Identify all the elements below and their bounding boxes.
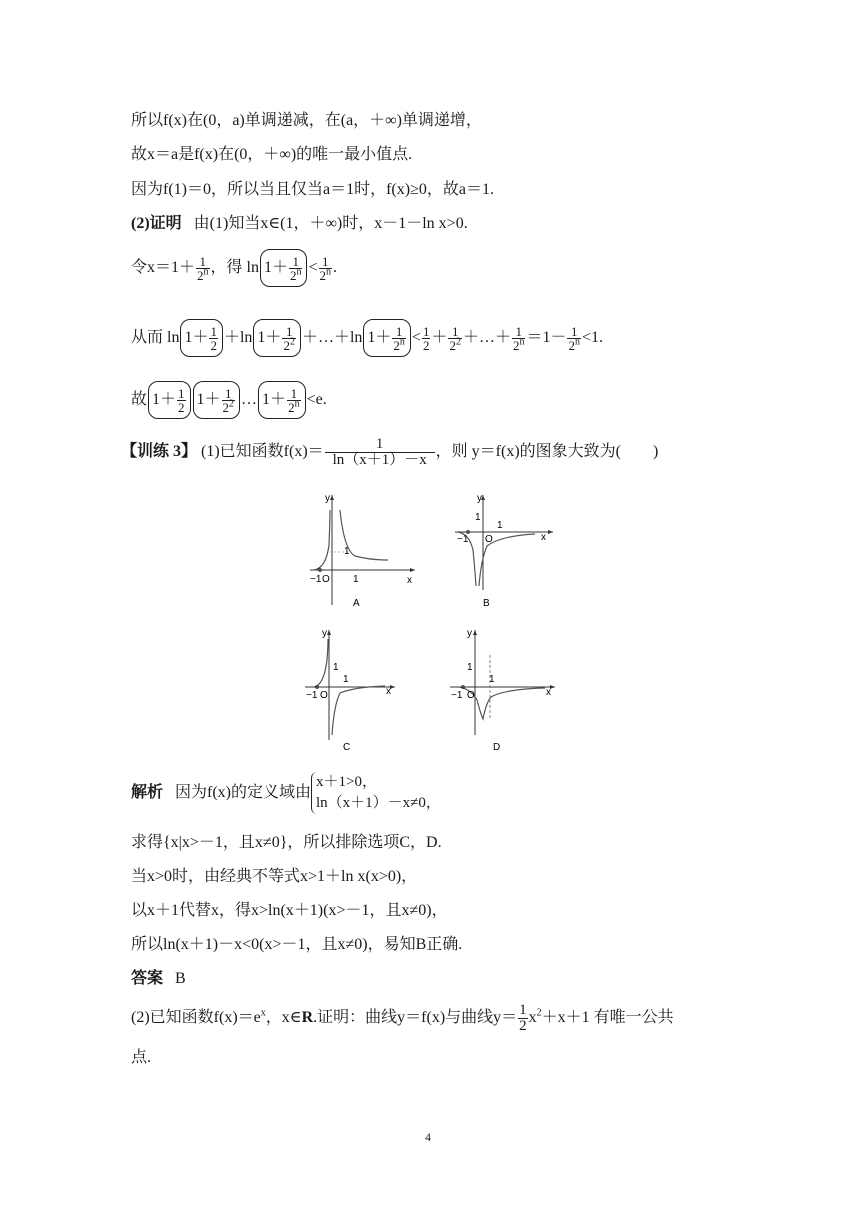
q2-text-a: (2)已知函数f(x)＝e <box>131 1009 261 1026</box>
product-tail: <e. <box>306 391 327 408</box>
analysis-label: 解析 <box>131 784 164 801</box>
svg-text:O: O <box>320 690 328 701</box>
analysis-line <box>131 772 441 814</box>
page-number: 4 <box>425 1130 431 1144</box>
product-line: 故 1＋ $\frac{1}{2}$ 1＋ $\frac{1}{2^2}$ … 1＋ $\frac{1}{2^n}$ <e. <box>131 380 327 420</box>
q1-text-b: ，则 y＝f(x)的图象大致为( ) <box>435 443 659 460</box>
svg-text:1: 1 <box>333 662 339 673</box>
question-2-line-2: 点. <box>131 1049 152 1066</box>
proof-label: (2)证明 <box>131 215 182 232</box>
svg-text:−1: −1 <box>310 574 322 585</box>
domain-system: x＋1>0， ln（x＋1）－x≠0， <box>311 772 441 814</box>
training-label: 【训练 3】 <box>121 443 198 460</box>
q2-text-c: .证明：曲线y＝f(x)与曲线y＝ <box>313 1009 518 1026</box>
proof-text: 由(1)知当x∈(1，＋∞)时，x－1－ln x>0. <box>193 215 468 232</box>
svg-text:x: x <box>386 686 391 697</box>
sub-text-a: 令x＝1＋ <box>131 259 196 276</box>
answer-label: 答案 <box>131 970 164 987</box>
q1-text-a: (1)已知函数f(x)＝ <box>201 443 324 460</box>
svg-text:O: O <box>322 574 330 585</box>
q2-exponent: x <box>260 1007 266 1019</box>
svg-text:1: 1 <box>467 662 473 673</box>
svg-text:−1: −1 <box>457 534 469 545</box>
svg-text:x: x <box>407 575 412 586</box>
graph-c <box>300 625 420 755</box>
text-line-2: 故x＝a是f(x)在(0，＋∞)的唯一最小值点. <box>131 146 413 163</box>
q2-real-set: R <box>301 1009 314 1026</box>
svg-text:y: y <box>477 493 482 504</box>
analysis-text-1: 因为f(x)的定义域由 <box>175 784 312 801</box>
svg-text:1: 1 <box>475 512 481 523</box>
substitution-line: 令x＝1＋ $\frac{1}{2^n}$ ，得 ln 1＋ $\frac{1}{2^n}$ < $\frac{1}{2^n}$ . <box>131 248 337 288</box>
graph-a <box>300 490 420 610</box>
text-line-3: 因为f(1)＝0，所以当且仅当a＝1时，f(x)≥0，故a＝1. <box>131 181 494 198</box>
sum-tail: <1. <box>581 329 604 346</box>
svg-text:y: y <box>325 493 330 504</box>
q2-text-d: x <box>528 1009 537 1026</box>
sum-end: ＝1－ <box>526 329 567 346</box>
analysis-line-4: 以x＋1代替x，得x>ln(x＋1)(x>－1，且x≠0)， <box>131 902 448 919</box>
svg-text:x: x <box>546 687 551 698</box>
graph-c-caption: C <box>343 742 351 753</box>
svg-text:x: x <box>541 532 546 543</box>
svg-text:O: O <box>467 690 475 701</box>
frac-1-over-2n: $\frac{1}{2^n}$ <box>197 253 209 283</box>
svg-text:1: 1 <box>343 674 349 685</box>
paren-group: 1＋ $\frac{1}{2^n}$ <box>260 249 308 287</box>
graph-b <box>445 490 565 610</box>
svg-text:1: 1 <box>344 546 350 557</box>
q2-text-b: ，x∈ <box>265 1009 302 1026</box>
svg-text:1: 1 <box>489 674 495 685</box>
svg-text:1: 1 <box>353 574 359 585</box>
svg-text:y: y <box>467 628 472 639</box>
graph-b-caption: B <box>483 598 490 609</box>
q2-text-e: ＋x＋1 有唯一公共 <box>541 1009 674 1026</box>
analysis-line-5: 所以ln(x＋1)－x<0(x>－1，且x≠0)，易知B正确. <box>131 936 463 953</box>
sum-text: 从而 ln <box>131 329 180 346</box>
answer-value: B <box>175 970 186 987</box>
text-line-1: 所以f(x)在(0，a)单调递减，在(a，＋∞)单调递增， <box>131 112 482 129</box>
product-text: 故 <box>131 391 148 408</box>
training-question <box>121 432 658 472</box>
graph-d <box>445 625 575 755</box>
svg-text:y: y <box>322 628 327 639</box>
question-2-line: (2)已知函数$f(x)=e^x$，x∈R.证明：曲线y＝f(x)与曲线y＝ $\frac{1}{2}$ $x^2+x+1$ 有唯一公共 <box>131 1001 674 1034</box>
svg-text:−1: −1 <box>451 690 463 701</box>
graph-d-caption: D <box>493 742 501 753</box>
analysis-line-2: 求得{x|x>－1，且x≠0}，所以排除选项C，D. <box>131 834 442 851</box>
sum-line: 从而 ln 1＋ $\frac{1}{2}$ ＋ln 1＋ $\frac{1}{2^2}$ ＋…＋ln 1＋ $\frac{1}{2^n}$ < $\frac{1}{2}$ ＋ $\frac{1}{2^2}$ ＋…＋ $\frac{1}{2^n}$ ＝1－ $\frac{1}{2^n}$ <1. <box>131 318 603 358</box>
svg-text:1: 1 <box>497 520 503 531</box>
analysis-line-3: 当x>0时，由经典不等式x>1＋ln x(x>0)， <box>131 868 418 885</box>
sub-text-b: ，得 ln <box>210 259 259 276</box>
graph-a-caption: A <box>353 598 360 609</box>
proof-line <box>131 214 468 234</box>
svg-text:−1: −1 <box>306 690 318 701</box>
q1-fraction: $\frac{1}{\ln(x+1)-x}$ <box>325 437 435 468</box>
svg-text:O: O <box>485 534 493 545</box>
answer-line <box>131 969 186 989</box>
